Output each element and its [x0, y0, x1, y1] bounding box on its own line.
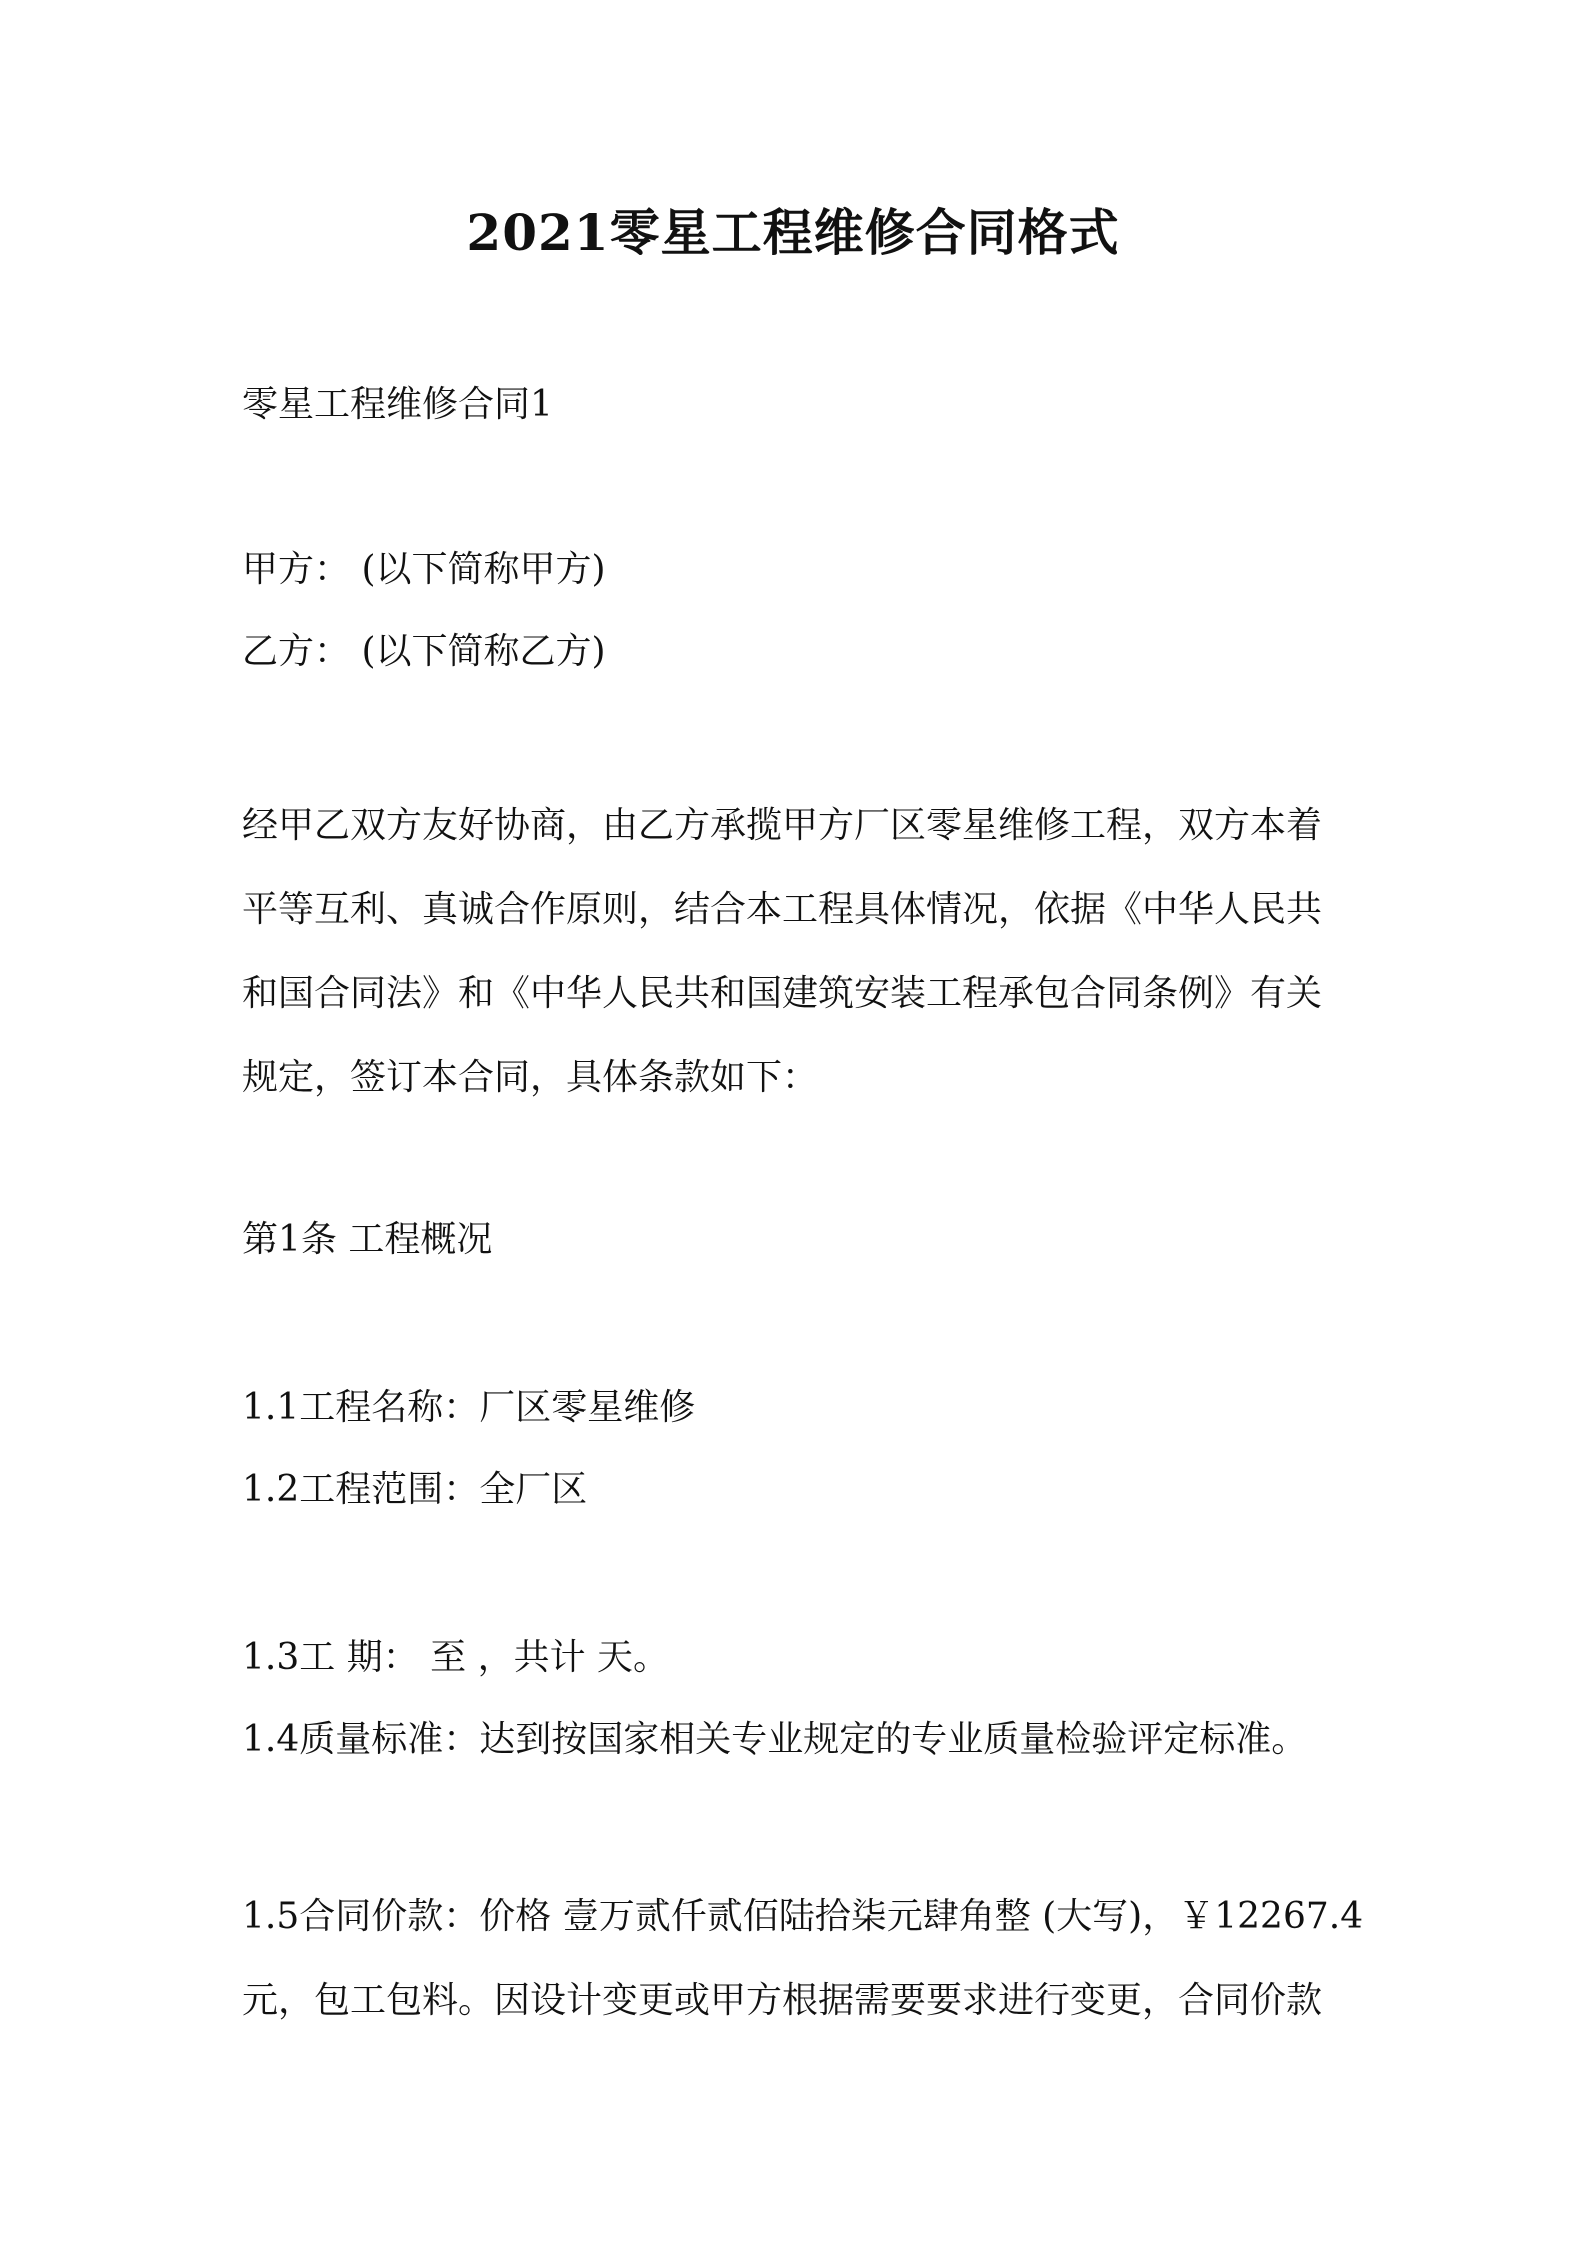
item-1-5-line: 元，包工包料。因设计变更或甲方根据需要要求进行变更，合同价款	[242, 1980, 1323, 2021]
item-1-1: 1.1工程名称：厂区零星维修	[242, 1387, 696, 1428]
item-1-5-paragraph	[242, 1875, 1364, 2043]
document-title: 2021零星工程维修合同格式	[466, 203, 1120, 262]
intro-line: 平等互利、真诚合作原则，结合本工程具体情况，依据《中华人民共	[242, 889, 1323, 930]
intro-paragraph	[242, 784, 1352, 1120]
party-a-line: 甲方： (以下简称甲方)	[242, 549, 606, 590]
contract-subtitle: 零星工程维修合同1	[242, 384, 553, 425]
item-1-3: 1.3工 期： 至 ，共计 天。	[242, 1637, 670, 1678]
intro-line: 和国合同法》和《中华人民共和国建筑安装工程承包合同条例》有关	[242, 973, 1323, 1014]
item-1-4: 1.4质量标准：达到按国家相关专业规定的专业质量检验评定标准。	[242, 1719, 1308, 1760]
intro-line: 经甲乙双方友好协商，由乙方承揽甲方厂区零星维修工程，双方本着	[242, 805, 1323, 846]
intro-line: 规定，签订本合同，具体条款如下：	[242, 1057, 819, 1098]
article-1-heading: 第1条 工程概况	[242, 1219, 493, 1260]
party-b-line: 乙方： (以下简称乙方)	[242, 631, 606, 672]
item-1-2: 1.2工程范围：全厂区	[242, 1469, 588, 1510]
item-1-5-line: 1.5合同价款：价格 壹万贰仟贰佰陆拾柒元肆角整 (大写)，￥12267.4	[242, 1896, 1364, 1937]
